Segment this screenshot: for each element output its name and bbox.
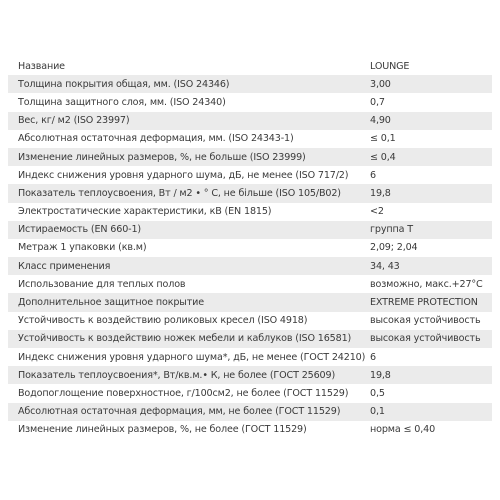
spec-property: Толщина защитного слоя, мм. (ISO 24340) — [18, 96, 226, 108]
spec-property: Использование для теплых полов — [18, 278, 186, 290]
spec-property: Изменение линейных размеров, %, не более (ГОСТ 11529) — [18, 424, 307, 436]
spec-value: 0,5 — [370, 387, 385, 399]
spec-value: ≤ 0,4 — [370, 151, 396, 163]
spec-value: 34, 43 — [370, 260, 400, 272]
spec-value: 19,8 — [370, 187, 391, 199]
spec-row-residual-deformation — [8, 130, 492, 148]
spec-row-heat-absorption — [8, 184, 492, 202]
spec-row-total-thickness — [8, 75, 492, 93]
spec-property: Класс применения — [18, 260, 111, 272]
spec-row-electrostatic — [8, 203, 492, 221]
spec-value: высокая устойчивость — [370, 333, 481, 345]
spec-value: <2 — [370, 206, 384, 218]
spec-value: 19,8 — [370, 369, 391, 381]
spec-property: Абсолютная остаточная деформация, мм, не более (ГОСТ 11529) — [18, 406, 341, 418]
spec-row-water-absorption — [8, 384, 492, 402]
spec-property: Изменение линейных размеров, %, не больше (ISO 23999) — [18, 151, 306, 163]
spec-property: Абсолютная остаточная деформация, мм. (ISO 24343-1) — [18, 133, 294, 145]
spec-row-heat-absorption-gost — [8, 366, 492, 384]
spec-row-impact-noise-gost — [8, 348, 492, 366]
spec-row-weight — [8, 112, 492, 130]
spec-property: Дополнительное защитное покрытие — [18, 297, 204, 309]
spec-value: 0,7 — [370, 96, 385, 108]
spec-value: 6 — [370, 351, 376, 363]
spec-row-package-area — [8, 239, 492, 257]
spec-value: LOUNGE — [370, 60, 410, 72]
spec-value: 3,00 — [370, 78, 391, 90]
spec-property: Показатель теплоусвоения, Вт / м2 • ° C, не більше (ISO 105/B02) — [18, 187, 341, 199]
spec-property: Устойчивость к воздействию ножек мебели и каблуков (ISO 16581) — [18, 333, 352, 345]
spec-value: ≤ 0,1 — [370, 133, 396, 145]
spec-row-wear-layer — [8, 93, 492, 111]
spec-property: Индекс снижения уровня ударного шума*, дБ, не менее (ГОСТ 24210) — [18, 351, 366, 363]
spec-value: высокая устойчивость — [370, 315, 481, 327]
spec-property: Показатель теплоусвоения*, Вт/кв.м.• К, не более (ГОСТ 25609) — [18, 369, 336, 381]
spec-value: 0,1 — [370, 406, 385, 418]
spec-property: Индекс снижения уровня ударного шума, дБ, не менее (ISO 717/2) — [18, 169, 349, 181]
spec-property: Электростатические характеристики, кВ (EN 1815) — [18, 206, 272, 218]
spec-property: Толщина покрытия общая, мм. (ISO 24346) — [18, 78, 230, 90]
spec-value: EXTREME PROTECTION — [370, 297, 478, 309]
spec-row-impact-noise — [8, 166, 492, 184]
spec-property: Истираемость (EN 660-1) — [18, 224, 142, 236]
spec-property: Устойчивость к воздействию роликовых кресел (ISO 4918) — [18, 315, 308, 327]
spec-row-underfloor-heating — [8, 275, 492, 293]
spec-property: Название — [18, 60, 65, 72]
spec-row-name — [8, 57, 492, 75]
spec-value: группа Т — [370, 224, 413, 236]
spec-row-castor-chair — [8, 312, 492, 330]
spec-row-abrasion — [8, 221, 492, 239]
spec-value: 4,90 — [370, 115, 391, 127]
spec-property: Водопоглощение поверхностное, г/100см2, не более (ГОСТ 11529) — [18, 387, 349, 399]
spec-value: 6 — [370, 169, 376, 181]
specifications-table — [8, 57, 492, 439]
spec-property: Вес, кг/ м2 (ISO 23997) — [18, 115, 130, 127]
spec-value: 2,09; 2,04 — [370, 242, 418, 254]
spec-row-residual-deformation-gost — [8, 403, 492, 421]
spec-property: Метраж 1 упаковки (кв.м) — [18, 242, 147, 254]
spec-value: возможно, макс.+27°C — [370, 278, 483, 290]
spec-row-dimensional-change-gost — [8, 421, 492, 439]
spec-row-protective-coating — [8, 293, 492, 311]
spec-value: норма ≤ 0,40 — [370, 424, 436, 436]
spec-row-dimensional-change — [8, 148, 492, 166]
spec-row-furniture-legs — [8, 330, 492, 348]
spec-row-usage-class — [8, 257, 492, 275]
